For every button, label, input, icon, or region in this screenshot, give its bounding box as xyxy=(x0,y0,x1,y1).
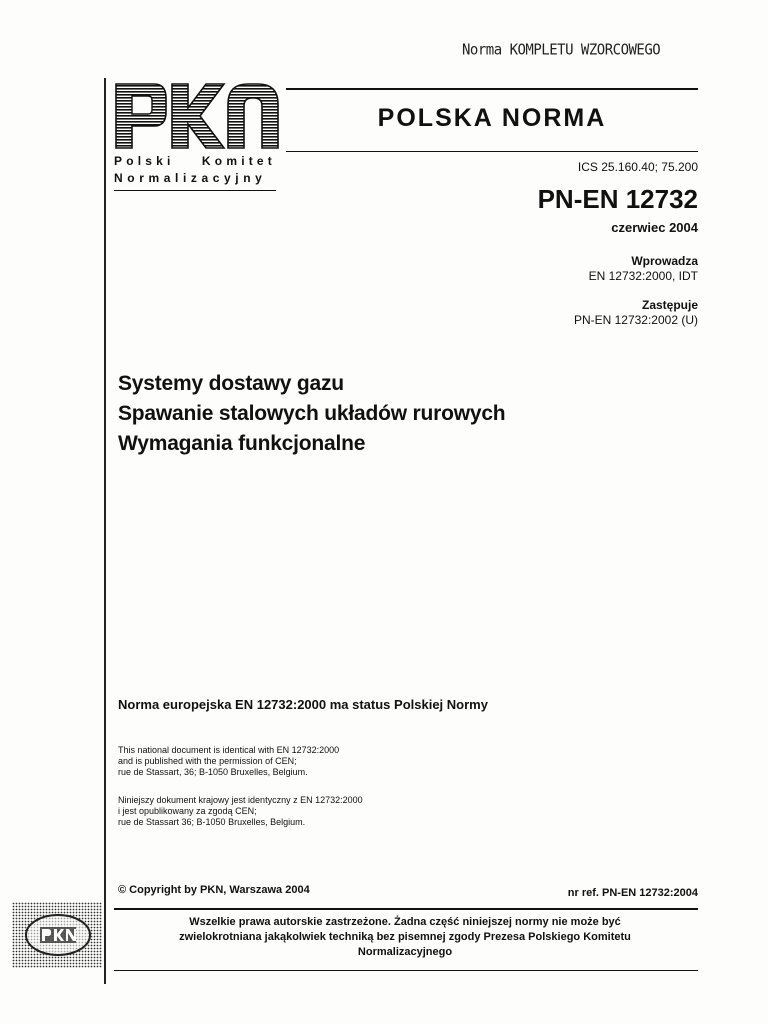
reference-number: nr ref. PN-EN 12732:2004 xyxy=(567,887,698,899)
rights-line: zwielokrotniana jakąkolwiek techniką bez pisemnej zgody Prezesa Polskiego Komitetu xyxy=(179,931,631,943)
standard-number: PN-EN 12732 xyxy=(537,184,698,214)
notice-line: rue de Stassart, 36; B-1050 Bruxelles, Belgium. xyxy=(118,767,308,777)
document-type-title: POLSKA NORMA xyxy=(377,104,607,132)
notice-line: rue de Stassart 36; B-1050 Bruxelles, Belgium. xyxy=(118,817,306,827)
rights-line: Normalizacyjnego xyxy=(357,946,453,958)
header-top-rule xyxy=(286,88,698,90)
rights-line: Wszelkie prawa autorskie zastrzeżone. Żadna część niniejszej normy nie może być xyxy=(189,916,621,928)
footer-bottom-rule xyxy=(114,970,698,971)
organization-name-line1 xyxy=(114,154,276,168)
header-bottom-rule xyxy=(286,151,698,152)
status-statement: Norma europejska EN 12732:2000 ma status Polskiej Normy xyxy=(118,697,488,712)
document-title-line: Wymagania funkcjonalne xyxy=(118,432,366,455)
notice-line: Niniejszy dokument krajowy jest identyczny z EN 12732:2000 xyxy=(118,795,363,805)
organization-word-2: Komitet xyxy=(201,154,276,168)
replaces-label: Zastępuje xyxy=(641,298,698,312)
footer-top-rule xyxy=(114,908,698,910)
notice-line: i jest opublikowany za zgodą CEN; xyxy=(118,806,257,816)
ics-code: ICS 25.160.40; 75.200 xyxy=(577,160,698,174)
archive-stamp: Norma KOMPLETU WZORCOWEGO xyxy=(462,41,661,59)
standard-date: czerwiec 2004 xyxy=(611,220,698,235)
replaces-value: PN-EN 12732:2002 (U) xyxy=(573,313,698,327)
pkn-seal-icon xyxy=(12,902,102,968)
pkn-logo xyxy=(114,82,280,150)
english-notice xyxy=(118,745,339,778)
left-margin-rule xyxy=(104,78,106,984)
copyright-notice: © Copyright by PKN, Warszawa 2004 xyxy=(118,884,310,896)
organization-rule xyxy=(114,190,276,191)
organization-word-1: Polski xyxy=(114,154,175,168)
introduces-label: Wprowadza xyxy=(631,254,698,268)
polish-notice xyxy=(118,795,363,828)
organization-name-line2: Normalizacyjny xyxy=(114,171,267,185)
rights-statement xyxy=(120,915,690,960)
document-title-line: Spawanie stalowych układów rurowych xyxy=(118,402,506,425)
notice-line: This national document is identical with EN 12732:2000 xyxy=(118,745,340,755)
document-title-line: Systemy dostawy gazu xyxy=(118,372,344,395)
notice-line: and is published with the permission of CEN; xyxy=(118,756,297,766)
introduces-value: EN 12732:2000, IDT xyxy=(588,269,698,283)
